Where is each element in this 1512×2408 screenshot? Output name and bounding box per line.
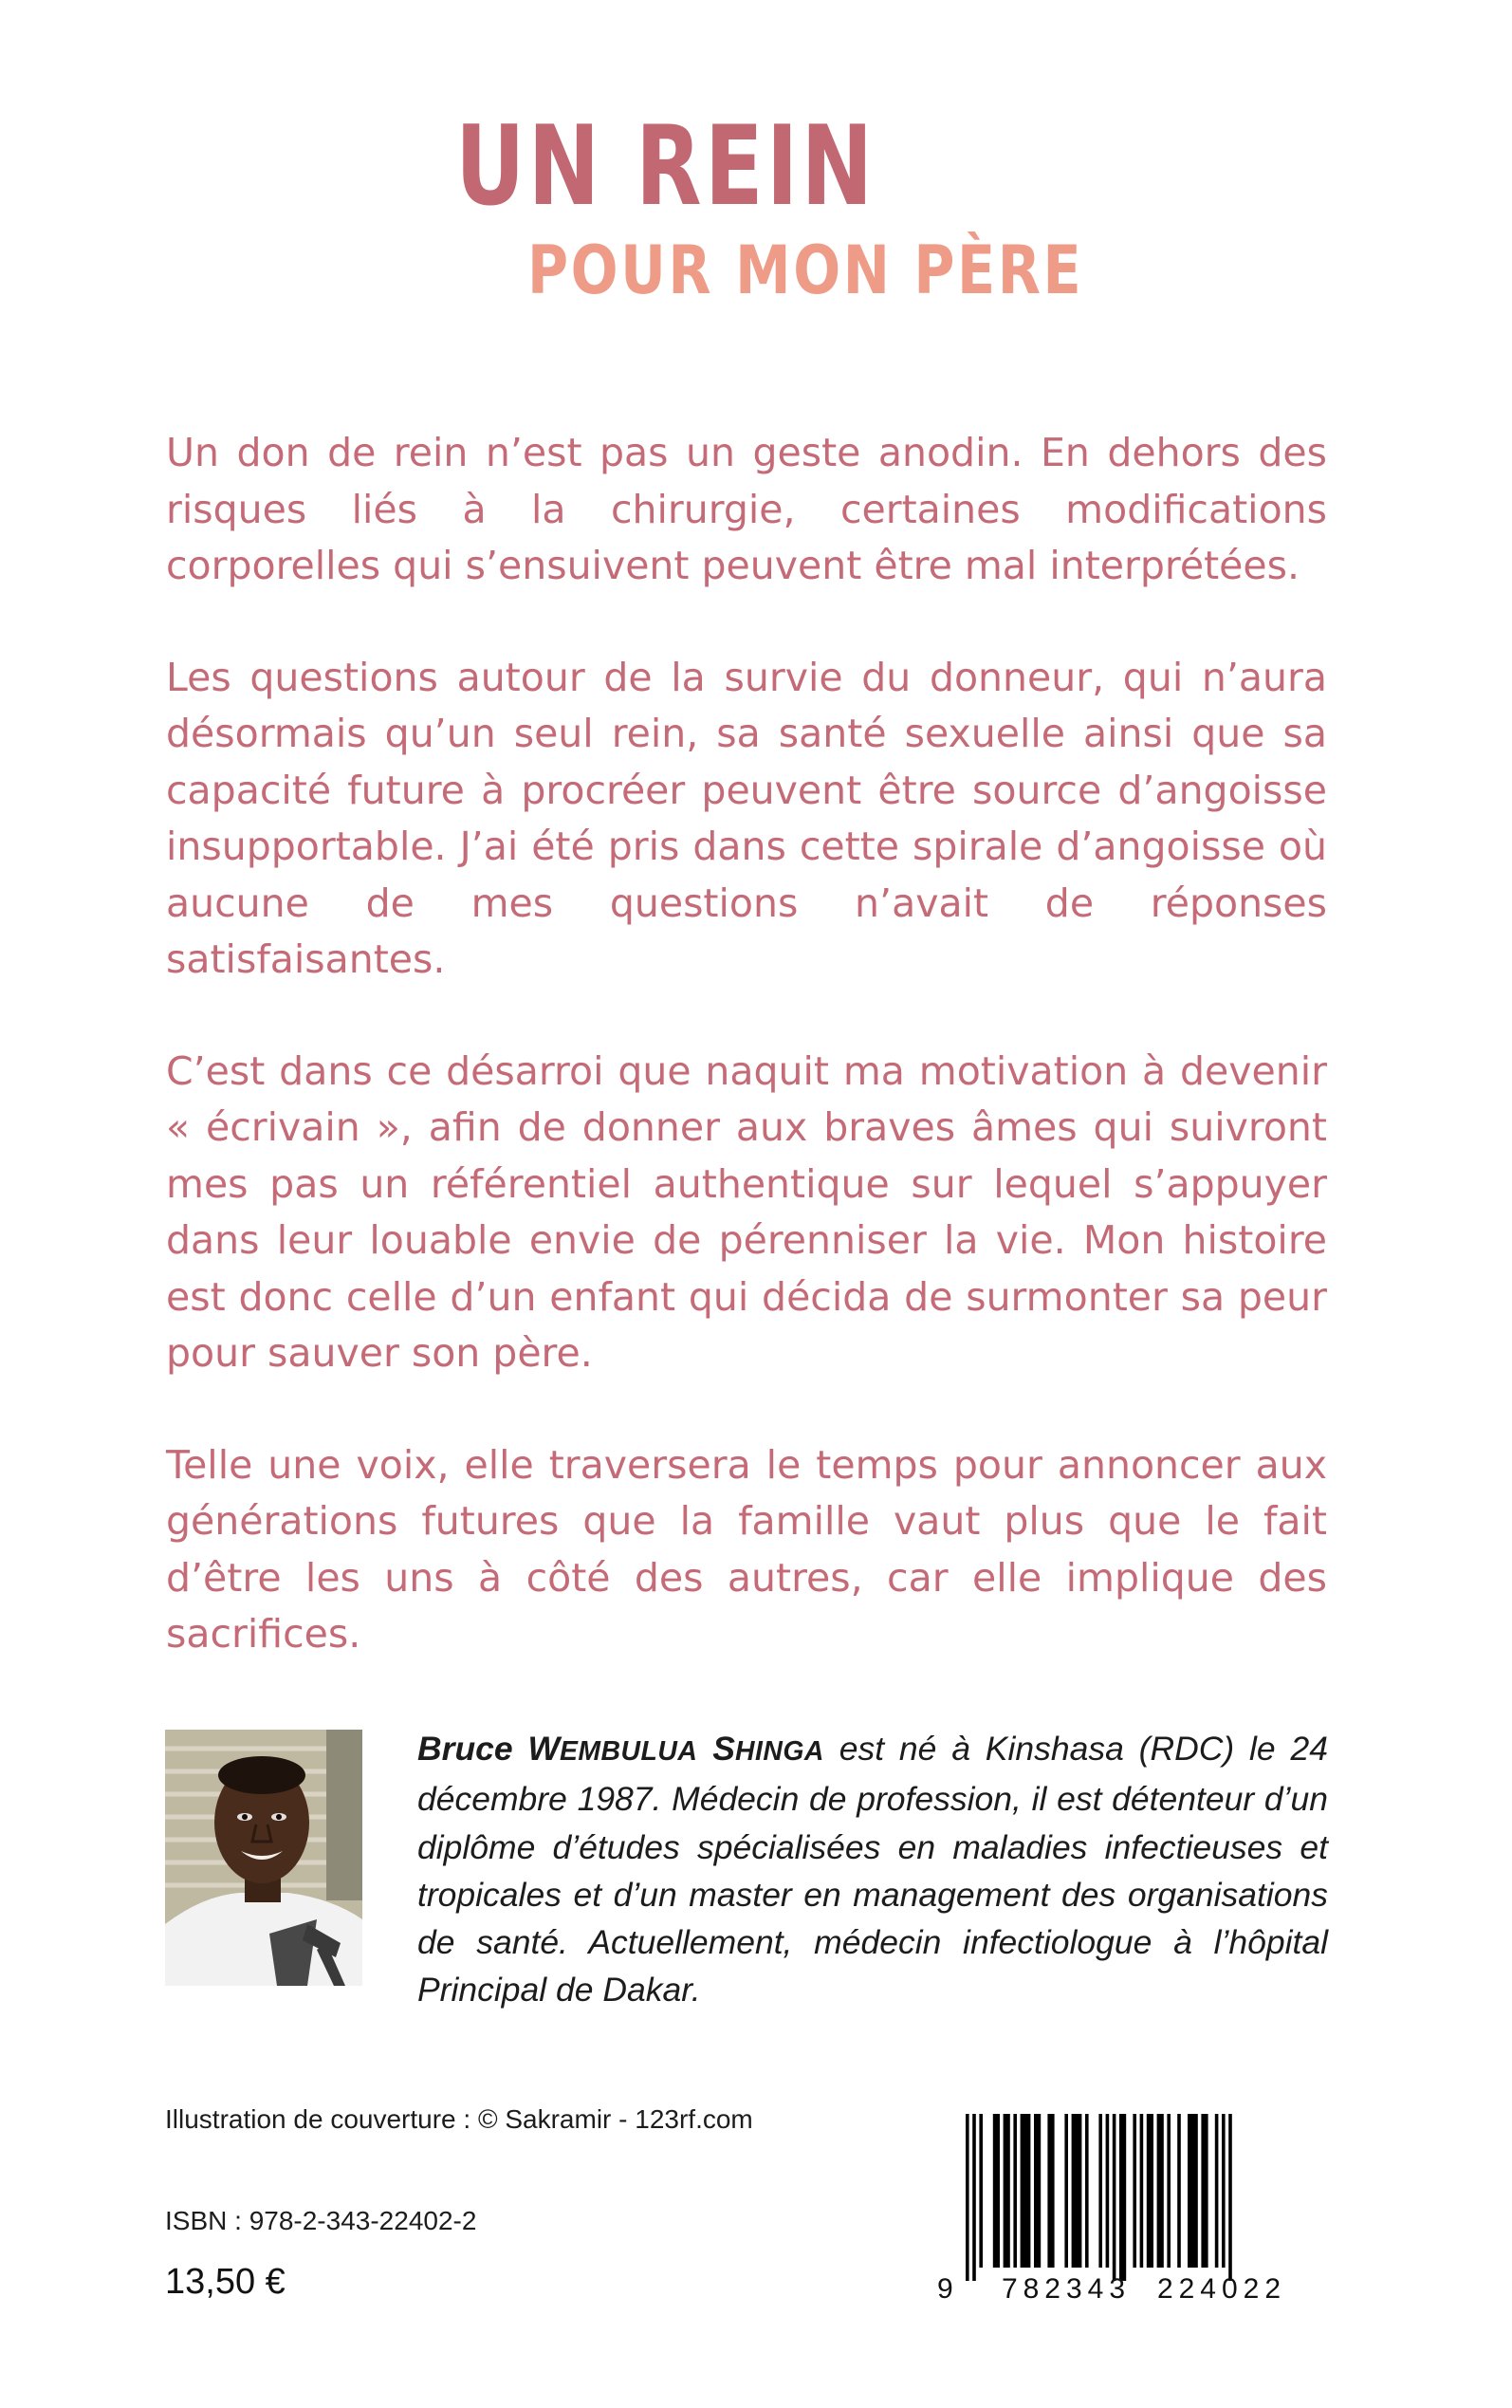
barcode-bar bbox=[1215, 2114, 1219, 2268]
cover-illustration-credit: Illustration de couverture : © Sakramir - 123rf.com bbox=[165, 2104, 753, 2134]
barcode-bar bbox=[1140, 2114, 1144, 2268]
author-name: Bruce WEMBULUA SHINGA bbox=[417, 1730, 824, 1768]
book-subtitle: POUR MON PÈRE bbox=[527, 232, 1084, 309]
book-title: UN REIN bbox=[455, 102, 876, 231]
barcode-bar bbox=[1113, 2114, 1116, 2281]
barcode-bar bbox=[1004, 2114, 1010, 2268]
back-cover-blurb bbox=[166, 425, 1327, 1663]
author-bio-text: est né à Kinshasa (RDC) le 24 décembre 1987. Médecin de profession, il est détenteur d’un diplôme d’études spécialisées en maladies infectieuses et tropicales et d’un master en management des organisations de santé. Actuellement, médecin infectiologue à l’hôpital Principal de Dakar. bbox=[417, 1730, 1328, 2010]
barcode-bar bbox=[1177, 2114, 1181, 2268]
blurb-paragraph: Les questions autour de la survie du donneur, qui n’aura désormais qu’un seul rein, sa santé sexuelle ainsi que sa capacité future à procréer peuvent être source d’angoisse insupportable. J’ai été pris dans cette spirale d’angoisse où aucune de mes questions n’avait de réponses satisfaisantes. bbox=[166, 654, 1327, 982]
barcode-bar bbox=[1047, 2114, 1054, 2268]
barcode-bar bbox=[1167, 2114, 1171, 2268]
barcode-bar bbox=[972, 2114, 976, 2281]
barcode bbox=[926, 2108, 1324, 2307]
barcode-bar bbox=[1085, 2114, 1089, 2268]
barcode-bar bbox=[993, 2114, 1000, 2268]
barcode-bar bbox=[1072, 2114, 1082, 2268]
barcode-group-2: 224022 bbox=[1156, 2273, 1287, 2305]
barcode-group-1: 782343 bbox=[1001, 2273, 1132, 2305]
blurb-paragraph: Un don de rein n’est pas un geste anodin. En dehors des risques liés à la chirurgie, certaines modifications corporelles qui s’ensuivent peuvent être mal interprétées. bbox=[166, 430, 1327, 588]
barcode-bar bbox=[1157, 2114, 1164, 2268]
author-photo bbox=[165, 1730, 362, 1986]
author-bio bbox=[417, 1725, 1328, 2014]
isbn: ISBN : 978-2-343-22402-2 bbox=[165, 2206, 477, 2235]
barcode-bar bbox=[1106, 2114, 1110, 2268]
barcode-bar bbox=[1188, 2114, 1198, 2268]
barcode-bar bbox=[1064, 2114, 1068, 2268]
barcode-bar bbox=[1222, 2114, 1226, 2268]
price: 13,50 € bbox=[165, 2262, 286, 2302]
barcode-bar bbox=[1034, 2114, 1041, 2268]
barcode-bar bbox=[1021, 2114, 1031, 2268]
blurb-paragraph: Telle une voix, elle traversera le temps pour annoncer aux générations futures que la famille vaut plus que le fait d’être les uns à côté des autres, car elle implique des sacrifices. bbox=[166, 1441, 1327, 1657]
blurb-paragraph: C’est dans ce désarroi que naquit ma motivation à devenir « écrivain », afin de donner aux braves âmes qui suivront mes pas un référentiel authentique sur lequel s’appuyer dans leur louable envie de pérenniser la vie. Mon histoire est donc celle d’un enfant qui décida de surmonter sa peur pour sauver son père. bbox=[166, 1047, 1327, 1376]
barcode-bar bbox=[1147, 2114, 1153, 2268]
barcode-bar bbox=[1228, 2114, 1232, 2281]
barcode-bar bbox=[1201, 2114, 1208, 2268]
barcode-bar bbox=[1098, 2114, 1102, 2268]
barcode-bar bbox=[966, 2114, 969, 2281]
barcode-first-digit: 9 bbox=[937, 2273, 953, 2305]
barcode-bar bbox=[1133, 2114, 1136, 2268]
barcode-bar bbox=[1013, 2114, 1017, 2268]
barcode-bar bbox=[1119, 2114, 1126, 2281]
barcode-bar bbox=[979, 2114, 983, 2268]
